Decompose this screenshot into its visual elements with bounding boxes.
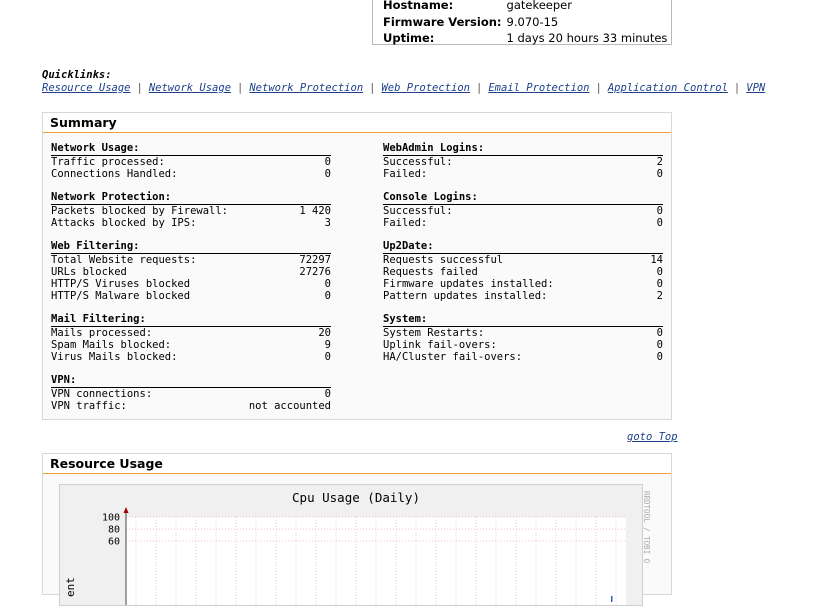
summary-row-label: Traffic processed: [51,156,165,168]
summary-row-label: Virus Mails blocked: [51,351,178,363]
summary-row-label: VPN traffic: [51,400,127,412]
summary-row-value: not accounted [248,400,331,412]
summary-row-label: Successful: [383,205,453,217]
quicklink-separator: | [476,82,483,94]
summary-row-value: 0 [324,168,331,180]
summary-row [51,168,331,180]
summary-group-title: Console Logins: [383,192,663,205]
summary-row-value: 0 [656,266,663,278]
summary-row-label: HTTP/S Viruses blocked [51,278,191,290]
summary-row [383,351,663,363]
summary-row-label: Total Website requests: [51,254,197,266]
quicklink-network-protection[interactable]: Network Protection [249,82,364,94]
summary-row-value: 20 [318,327,331,339]
summary-group-title: Mail Filtering: [51,314,331,327]
summary-row [51,388,331,400]
summary-row [51,400,331,412]
summary-row-label: Firmware updates installed: [383,278,554,290]
quicklink-email-protection[interactable]: Email Protection [488,82,590,94]
chart-plot-area [126,517,626,605]
summary-row [51,339,331,351]
chart-side-text: RRDTOOL / TOBI O [642,491,651,564]
summary-group-title: Up2Date: [383,241,663,254]
summary-row [51,205,331,217]
host-info-row [383,0,667,14]
summary-row-label: Spam Mails blocked: [51,339,172,351]
summary-left-column [51,143,331,424]
summary-title: Summary [43,113,671,133]
host-info-row [383,30,667,47]
host-info-table [383,0,667,47]
summary-group [51,241,331,302]
summary-row [383,266,663,278]
summary-row [51,254,331,266]
summary-row-value: 0 [324,156,331,168]
summary-row [51,351,331,363]
host-info-value: 9.070-15 [506,14,559,29]
chart-y-tick-label: 60 [107,536,120,548]
summary-row-value: 27276 [299,266,331,278]
summary-row-label: Packets blocked by Firewall: [51,205,229,217]
quicklinks [42,69,765,94]
summary-row-value: 0 [656,327,663,339]
summary-row-value: 0 [324,388,331,400]
summary-row [51,266,331,278]
host-info-row [383,14,667,31]
summary-row-value: 0 [656,339,663,351]
summary-panel [42,112,672,420]
quicklink-vpn[interactable]: VPN [746,82,766,94]
summary-row-value: 72297 [299,254,331,266]
summary-row-label: Mails processed: [51,327,153,339]
cpu-chart-svg [60,485,651,605]
summary-row-value: 3 [324,217,331,229]
summary-group [383,143,663,180]
summary-group-title: Web Filtering: [51,241,331,254]
summary-row [383,168,663,180]
summary-row-label: VPN connections: [51,388,153,400]
summary-row [383,339,663,351]
summary-row-value: 0 [656,278,663,290]
summary-row-label: Failed: [383,217,428,229]
summary-row [51,156,331,168]
summary-row-value: 0 [656,351,663,363]
summary-row-value: 2 [656,290,663,302]
host-info-label: Firmware Version: [383,14,502,29]
quicklink-separator: | [733,82,741,94]
summary-row-value: 0 [656,205,663,217]
summary-row-value: 0 [324,278,331,290]
quicklink-web-protection[interactable]: Web Protection [381,82,470,94]
summary-group [51,314,331,363]
quicklink-separator: | [595,82,602,94]
summary-row [51,327,331,339]
summary-row-label: Successful: [383,156,453,168]
summary-group-title: WebAdmin Logins: [383,143,663,156]
summary-row-value: 0 [656,217,663,229]
summary-row-label: HA/Cluster fail-overs: [383,351,523,363]
host-info-label: Uptime: [383,31,435,46]
quicklink-separator: | [136,82,143,94]
summary-right-column [383,143,663,375]
cpu-usage-chart [59,484,651,606]
summary-row-value: 2 [656,156,663,168]
chart-title: Cpu Usage (Daily) [292,490,420,505]
host-info-value: 1 days 20 hours 33 minutes [506,31,668,46]
chart-data-mark [611,596,613,602]
summary-row-label: Pattern updates installed: [383,290,548,302]
summary-row-value: 0 [656,168,663,180]
summary-row [383,290,663,302]
quicklinks-list [42,82,765,94]
summary-row [51,217,331,229]
summary-group-title: VPN: [51,375,331,388]
quicklink-resource-usage[interactable]: Resource Usage [42,82,131,94]
summary-row-label: Requests successful [383,254,504,266]
summary-row-label: Connections Handled: [51,168,178,180]
summary-row-value: 1 420 [299,205,331,217]
summary-row-label: Attacks blocked by IPS: [51,217,197,229]
quicklink-separator: | [369,82,376,94]
summary-row-label: Failed: [383,168,428,180]
resource-usage-title: Resource Usage [43,454,671,474]
host-info-label: Hostname: [383,0,454,13]
summary-group [51,192,331,229]
summary-row [383,278,663,290]
summary-row [51,278,331,290]
chart-y-label: ent [64,577,77,597]
quicklinks-title: Quicklinks: [42,69,112,81]
quicklink-separator: | [237,82,244,94]
summary-row [383,217,663,229]
summary-group [383,314,663,363]
quicklink-network-usage[interactable]: Network Usage [148,82,232,94]
goto-top-link[interactable]: goto Top [627,431,678,443]
summary-row-value: 9 [324,339,331,351]
summary-row [383,205,663,217]
summary-row-label: Requests failed [383,266,478,278]
host-info-box [372,0,672,45]
summary-row-label: HTTP/S Malware blocked [51,290,191,302]
chart-y-axis-arrow [124,507,129,513]
summary-row-value: 14 [650,254,663,266]
summary-group-title: Network Usage: [51,143,331,156]
summary-row-value: 0 [324,351,331,363]
quicklink-application-control[interactable]: Application Control [607,82,728,94]
chart-y-tick-label: 100 [101,512,120,524]
summary-row-label: URLs blocked [51,266,127,278]
summary-row-value: 0 [324,290,331,302]
summary-row-label: System Restarts: [383,327,485,339]
summary-group [51,143,331,180]
host-info-value: gatekeeper [506,0,572,13]
resource-usage-panel [42,453,672,595]
summary-row-label: Uplink fail-overs: [383,339,497,351]
summary-row [383,254,663,266]
summary-group-title: System: [383,314,663,327]
summary-group [51,375,331,412]
chart-y-tick-label: 80 [107,524,120,536]
summary-row [383,156,663,168]
summary-group-title: Network Protection: [51,192,331,205]
summary-row [383,327,663,339]
summary-group [383,192,663,229]
summary-row [51,290,331,302]
summary-group [383,241,663,302]
